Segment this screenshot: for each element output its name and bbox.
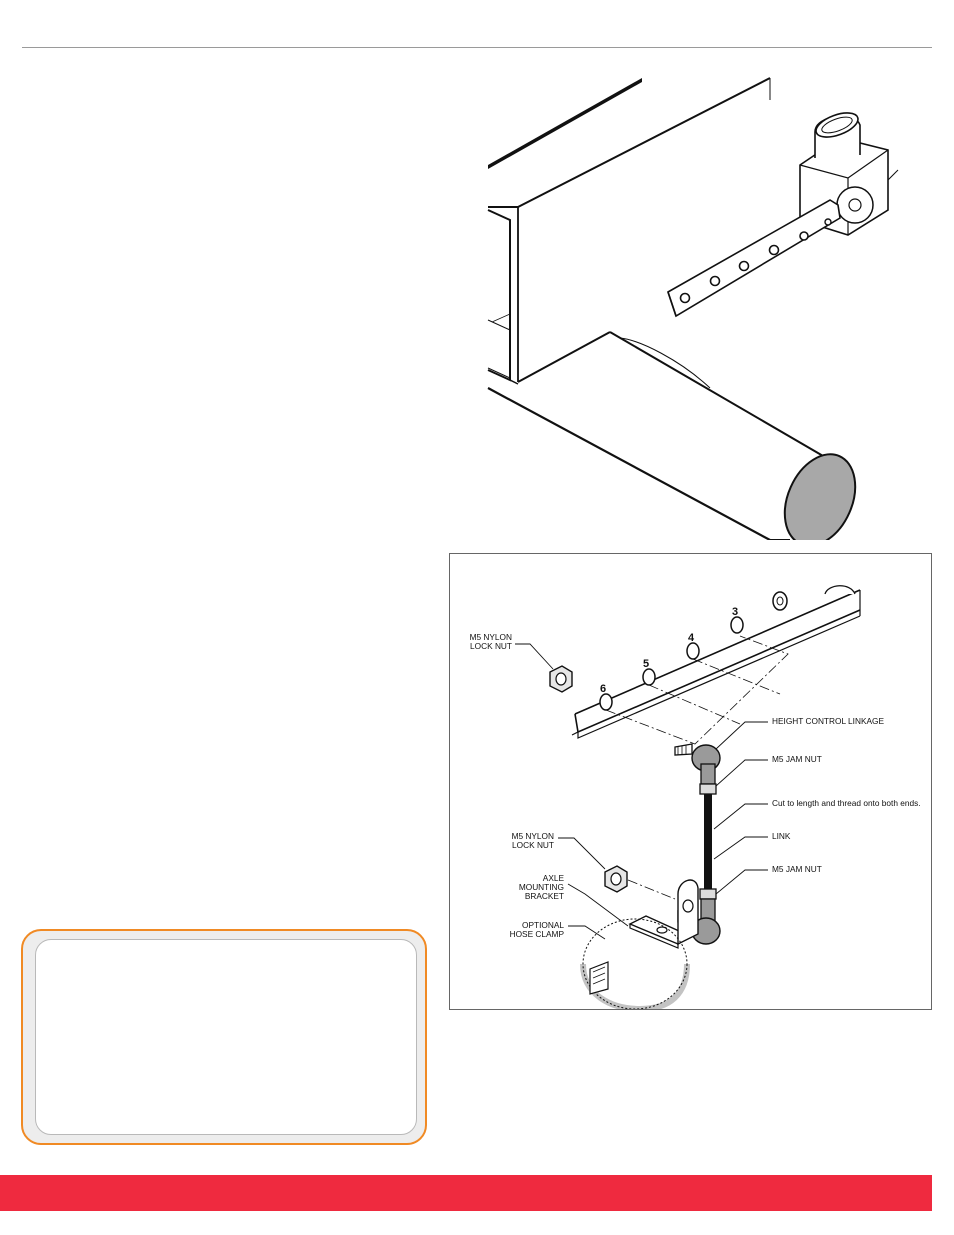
nylon-lock-nut-top — [550, 666, 572, 692]
label-nylon-lock-nut-bottom: M5 NYLON LOCK NUT — [511, 831, 554, 850]
link-rod — [704, 794, 712, 889]
label-cut-to-length: Cut to length and thread onto both ends. — [772, 798, 921, 808]
hole-number-6: 6 — [600, 683, 607, 695]
label-optional-hose-clamp: OPTIONAL HOSE CLAMP — [509, 920, 564, 939]
header-rule — [22, 47, 932, 48]
nylon-lock-nut-bottom — [605, 866, 627, 892]
label-jam-nut-bottom: M5 JAM NUT — [772, 864, 822, 874]
label-link: LINK — [772, 831, 791, 841]
hole-number-3: 3 — [732, 606, 739, 618]
note-box-inner — [35, 939, 417, 1135]
linkage-exploded-diagram — [449, 553, 932, 1010]
upper-ball-joint — [675, 744, 720, 794]
label-nylon-lock-nut-top: M5 NYLON LOCK NUT — [469, 632, 512, 651]
label-axle-mounting-bracket: AXLE MOUNTING BRACKET — [518, 873, 564, 901]
hose-clamp — [583, 919, 687, 1009]
label-jam-nut-top: M5 JAM NUT — [772, 754, 822, 764]
frame-axle-illustration — [470, 70, 910, 540]
hole-number-4: 4 — [688, 632, 695, 644]
linkage-drawing — [450, 554, 932, 1010]
footer-bar — [0, 1175, 932, 1211]
note-box — [21, 929, 427, 1145]
hole-number-5: 5 — [643, 658, 650, 670]
label-height-control-linkage: HEIGHT CONTROL LINKAGE — [772, 716, 885, 726]
axle-mounting-bracket — [630, 880, 698, 948]
